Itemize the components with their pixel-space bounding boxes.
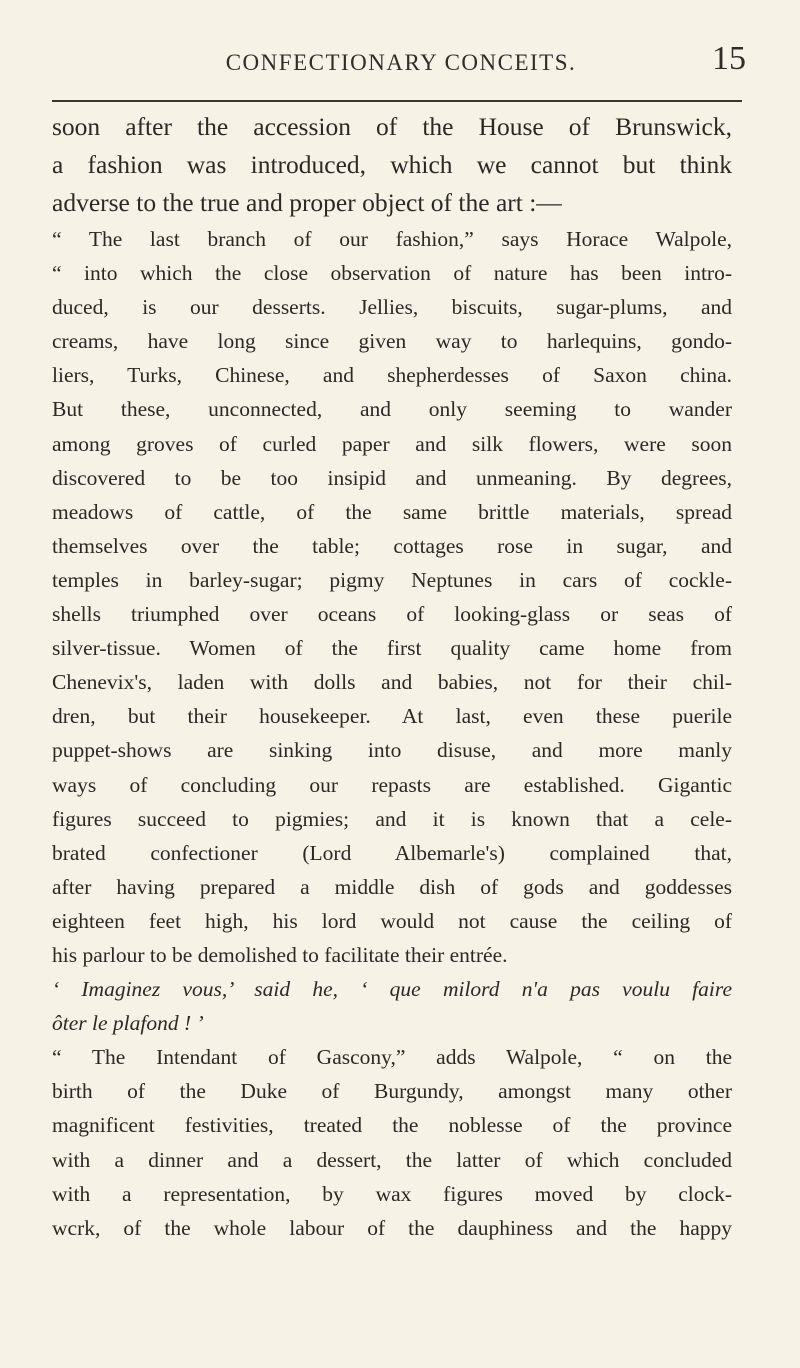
text-line: soon after the accession of the House of Brunswick, — [52, 112, 732, 141]
text-line-italic: ‘ Imaginez vous,’ said he, ‘ que milord n'a pas voulu faire — [52, 977, 732, 1002]
text-line: dren, but their housekeeper. At last, even these puerile — [52, 704, 732, 729]
text-line: discovered to be too insipid and unmeaning. By degrees, — [52, 465, 732, 490]
text-line: Chenevix's, laden with dolls and babies, not for their chil- — [52, 670, 732, 695]
text-line: “ The Intendant of Gascony,” adds Walpole, “ on the — [52, 1045, 732, 1070]
text-line: themselves over the table; cottages rose in sugar, and — [52, 533, 732, 558]
text-line: duced, is our desserts. Jellies, biscuits, sugar-plums, and — [52, 295, 732, 320]
text-line: among groves of curled paper and silk flowers, were soon — [52, 431, 732, 456]
text-line: “ The last branch of our fashion,” says Horace Walpole, — [52, 227, 732, 251]
text-line: a fashion was introduced, which we cannot but think — [52, 150, 732, 179]
text-line: shells triumphed over oceans of looking-glass or seas of — [52, 602, 732, 627]
text-line: ways of concluding our repasts are established. Gigantic — [52, 772, 732, 797]
text-line: meadows of cattle, of the same brittle materials, spread — [52, 499, 732, 524]
body-text — [52, 108, 732, 1245]
text-line: creams, have long since given way to harlequins, gondo- — [52, 329, 732, 354]
text-line: figures succeed to pigmies; and it is known that a cele- — [52, 806, 732, 831]
text-line: “ into which the close observation of nature has been intro- — [52, 261, 732, 286]
text-line: puppet-shows are sinking into disuse, and more manly — [52, 738, 732, 763]
text-line: his parlour to be demolished to facilitate their entrée. — [52, 942, 508, 967]
text-line: after having prepared a middle dish of gods and goddesses — [52, 874, 732, 899]
text-line: magnificent festivities, treated the noblesse of the province — [52, 1113, 732, 1138]
text-line: silver-tissue. Women of the first quality came home from — [52, 636, 732, 661]
walpole-quotation — [52, 222, 732, 1245]
page-number: 15 — [712, 40, 746, 77]
text-line: brated confectioner (Lord Albemarle's) complained that, — [52, 840, 732, 865]
text-line: with a dinner and a dessert, the latter of which concluded — [52, 1147, 732, 1172]
text-line: But these, unconnected, and only seeming to wander — [52, 397, 732, 422]
text-line: adverse to the true and proper object of the art :— — [52, 188, 562, 217]
lead-paragraph — [52, 108, 732, 222]
text-line: wcrk, of the whole labour of the dauphiness and the happy — [52, 1215, 732, 1240]
running-head — [52, 40, 750, 90]
header-rule — [52, 100, 742, 102]
text-line: temples in barley-sugar; pigmy Neptunes in cars of cockle- — [52, 567, 732, 592]
text-line: eighteen feet high, his lord would not cause the ceiling of — [52, 908, 732, 933]
text-line: birth of the Duke of Burgundy, amongst many other — [52, 1079, 732, 1104]
running-title: CONFECTIONARY CONCEITS. — [225, 50, 577, 75]
text-line: with a representation, by wax figures moved by clock- — [52, 1181, 732, 1206]
text-line-italic: ôter le plafond ! ’ — [52, 1011, 204, 1036]
text-line: liers, Turks, Chinese, and shepherdesses of Saxon china. — [52, 363, 732, 388]
